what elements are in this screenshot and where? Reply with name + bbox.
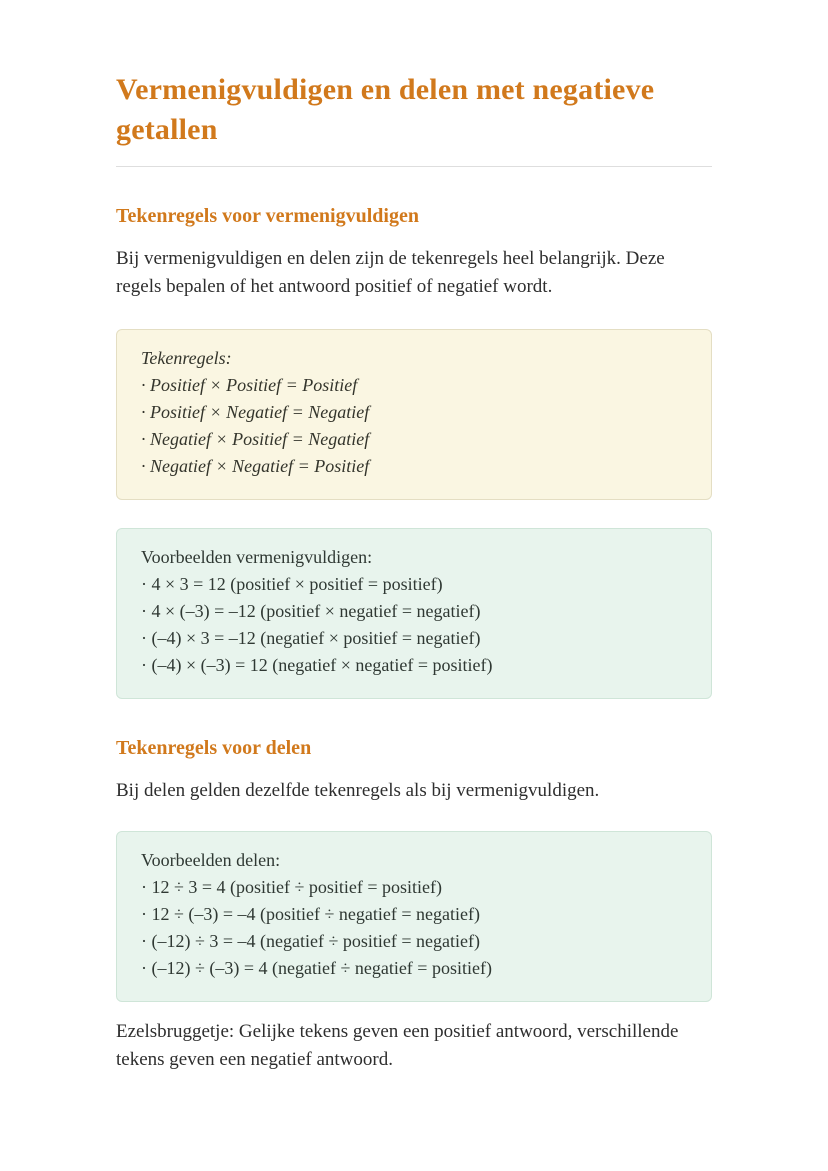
examples-multiply-box	[116, 528, 712, 699]
examples-multiply-box-title: Voorbeelden vermenigvuldigen:	[141, 547, 373, 567]
document-page	[116, 0, 712, 1134]
intro-paragraph-multiply: Bij vermenigvuldigen en delen zijn de tekenregels heel belangrijk. Deze regels bepalen of het antwoord positief of negatief wordt.	[116, 248, 665, 297]
page-title: Vermenigvuldigen en delen met negatieve getallen	[116, 73, 655, 146]
divide-example-item: · 12 ÷ 3 = 4 (positief ÷ positief = positief)	[141, 877, 443, 897]
sign-rule-item: · Positief × Positief = Positief	[141, 375, 358, 395]
multiply-example-item: · 4 × (–3) = –12 (positief × negatief = negatief)	[141, 601, 481, 621]
multiply-example-item: · (–4) × 3 = –12 (negatief × positief = negatief)	[141, 628, 481, 648]
examples-divide-box-title: Voorbeelden delen:	[141, 850, 281, 870]
section-heading-divide: Tekenregels voor delen	[116, 737, 312, 759]
divide-example-item: · (–12) ÷ (–3) = 4 (negatief ÷ negatief = positief)	[141, 958, 492, 978]
divide-example-item: · (–12) ÷ 3 = –4 (negatief ÷ positief = negatief)	[141, 931, 480, 951]
mnemonic-paragraph: Ezelsbruggetje: Gelijke tekens geven een positief antwoord, verschillende tekens geven een negatief antwoord.	[116, 1021, 679, 1070]
title-divider	[116, 166, 712, 167]
sign-rule-item: · Negatief × Negatief = Positief	[141, 456, 370, 476]
sign-rule-item: · Negatief × Positief = Negatief	[141, 429, 370, 449]
section-heading-multiply: Tekenregels voor vermenigvuldigen	[116, 205, 419, 227]
sign-rules-box	[116, 329, 712, 500]
sign-rules-box-title: Tekenregels:	[141, 348, 232, 368]
multiply-example-item: · (–4) × (–3) = 12 (negatief × negatief = positief)	[141, 655, 493, 675]
intro-paragraph-divide: Bij delen gelden dezelfde tekenregels als bij vermenigvuldigen.	[116, 780, 600, 801]
examples-divide-box	[116, 831, 712, 1002]
multiply-example-item: · 4 × 3 = 12 (positief × positief = positief)	[141, 574, 443, 594]
divide-example-item: · 12 ÷ (–3) = –4 (positief ÷ negatief = negatief)	[141, 904, 480, 924]
sign-rule-item: · Positief × Negatief = Negatief	[141, 402, 370, 422]
